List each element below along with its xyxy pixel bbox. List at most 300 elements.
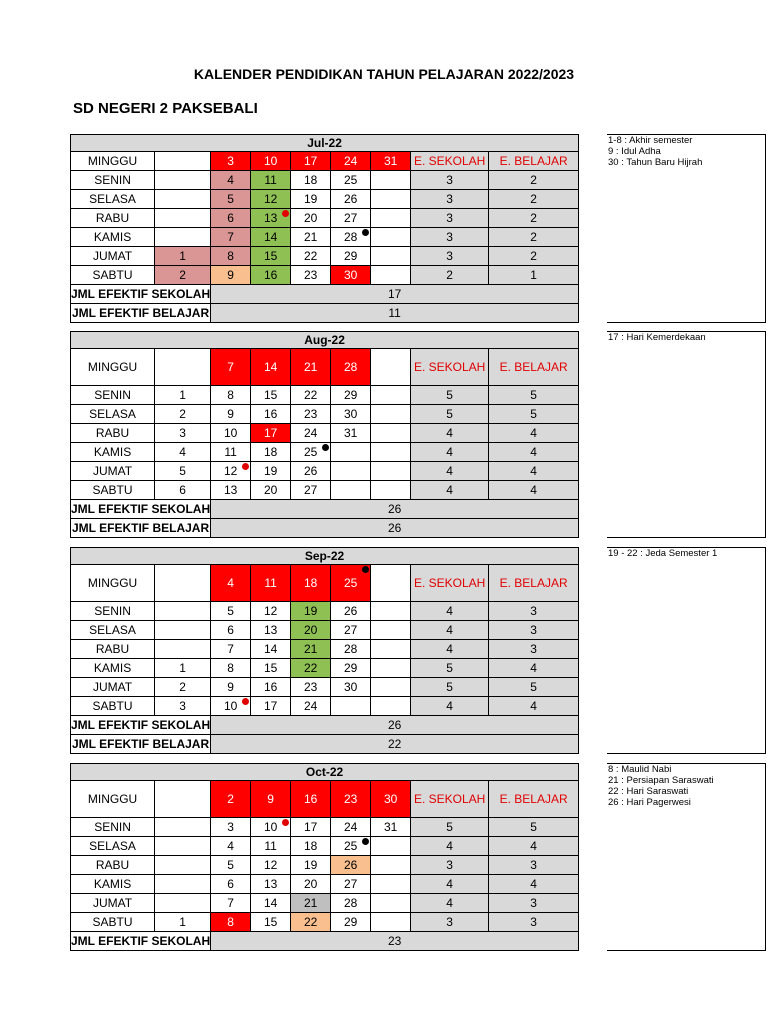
e-belajar-value-text: 5	[530, 820, 537, 834]
date-cell-text: 21	[303, 896, 318, 910]
jml-efektif-sekolah-value	[211, 932, 579, 951]
note-item: 9 : Idul Adha	[608, 146, 661, 157]
date-cell	[371, 386, 411, 405]
date-cell	[371, 462, 411, 481]
week-label	[71, 781, 155, 818]
e-sekolah-value-text: 5	[446, 388, 453, 402]
date-cell	[331, 386, 371, 405]
sunday-cell	[291, 781, 331, 818]
note-item: 8 : Maulid Nabi	[608, 764, 672, 775]
date-cell-text: 2	[179, 680, 186, 694]
jml-efektif-sekolah-value	[211, 500, 579, 519]
date-cell-text: 25	[343, 839, 358, 853]
date-cell	[331, 171, 371, 190]
jml-efektif-sekolah-value-text: 17	[387, 287, 402, 301]
day-label-text: SENIN	[94, 388, 131, 402]
date-cell	[371, 209, 411, 228]
week-label-text: MINGGU	[87, 792, 138, 806]
sunday-cell-text: 28	[343, 360, 358, 374]
sunday-cell	[211, 565, 251, 602]
date-cell	[251, 209, 291, 228]
e-belajar-value	[489, 247, 579, 266]
date-cell	[251, 894, 291, 913]
jml-efektif-sekolah-label-text: JML EFEKTIF SEKOLAH	[71, 934, 211, 948]
month-table	[70, 331, 579, 538]
date-cell	[331, 266, 371, 285]
date-cell	[211, 697, 251, 716]
date-cell-text: 1	[179, 661, 186, 675]
date-cell-text: 1	[179, 915, 186, 929]
date-cell	[371, 697, 411, 716]
date-cell	[251, 640, 291, 659]
sunday-cell	[251, 349, 291, 386]
red-dot-icon	[242, 463, 249, 470]
date-cell	[291, 462, 331, 481]
note-item: 26 : Hari Pagerwesi	[608, 797, 691, 808]
e-belajar-header-text: E. BELAJAR	[499, 792, 568, 806]
note-item: 21 : Persiapan Saraswati	[608, 775, 714, 786]
date-cell-text: 23	[303, 407, 318, 421]
date-cell	[371, 247, 411, 266]
jml-efektif-sekolah-label	[71, 932, 211, 951]
date-cell-text: 30	[343, 680, 358, 694]
date-cell-text: 21	[303, 230, 318, 244]
e-sekolah-value-text: 5	[446, 407, 453, 421]
e-belajar-value	[489, 228, 579, 247]
date-cell	[371, 190, 411, 209]
e-sekolah-value	[411, 913, 489, 932]
black-dot-icon	[362, 229, 369, 236]
date-cell	[371, 621, 411, 640]
jml-efektif-sekolah-label	[71, 716, 211, 735]
date-cell	[291, 856, 331, 875]
day-label	[71, 894, 155, 913]
date-cell	[211, 462, 251, 481]
date-cell	[251, 818, 291, 837]
date-cell-text: 22	[303, 915, 318, 929]
e-sekolah-value-text: 3	[446, 858, 453, 872]
e-sekolah-value-text: 3	[446, 915, 453, 929]
sunday-cell-text: 23	[343, 792, 358, 806]
e-belajar-value-text: 2	[530, 211, 537, 225]
date-cell	[331, 462, 371, 481]
sunday-cell	[371, 349, 411, 386]
week-label	[71, 152, 155, 171]
red-dot-icon	[282, 819, 289, 826]
month-notes	[607, 331, 766, 538]
week-label	[71, 565, 155, 602]
month-notes	[607, 763, 766, 951]
e-belajar-header-text: E. BELAJAR	[499, 576, 568, 590]
sunday-cell	[211, 152, 251, 171]
date-cell	[251, 266, 291, 285]
date-cell	[211, 266, 251, 285]
date-cell	[155, 228, 211, 247]
e-sekolah-header	[411, 152, 489, 171]
date-cell-text: 27	[343, 623, 358, 637]
date-cell	[155, 171, 211, 190]
date-cell	[251, 228, 291, 247]
day-label	[71, 386, 155, 405]
sunday-cell	[291, 349, 331, 386]
date-cell-text: 27	[343, 211, 358, 225]
date-cell	[211, 640, 251, 659]
date-cell	[211, 171, 251, 190]
e-sekolah-value	[411, 228, 489, 247]
e-belajar-value-text: 5	[530, 407, 537, 421]
date-cell-text: 9	[227, 407, 234, 421]
date-cell	[155, 621, 211, 640]
e-sekolah-value-text: 4	[446, 483, 453, 497]
date-cell	[331, 913, 371, 932]
date-cell-text: 12	[223, 464, 238, 478]
date-cell-text: 3	[179, 426, 186, 440]
e-belajar-value	[489, 621, 579, 640]
e-belajar-value-text: 3	[530, 623, 537, 637]
e-sekolah-header-text: E. SEKOLAH	[413, 792, 486, 806]
day-label-text: RABU	[95, 858, 130, 872]
note-item: 22 : Hari Saraswati	[608, 786, 689, 797]
date-cell-text: 19	[303, 858, 318, 872]
date-cell	[291, 913, 331, 932]
note-item: 19 - 22 : Jeda Semester 1	[608, 548, 718, 559]
day-label	[71, 837, 155, 856]
month-title	[71, 332, 579, 349]
date-cell	[211, 443, 251, 462]
note-item: 17 : Hari Kemerdekaan	[608, 332, 706, 343]
e-sekolah-value	[411, 481, 489, 500]
date-cell-text: 16	[263, 268, 278, 282]
jml-efektif-belajar-label	[71, 735, 211, 754]
e-sekolah-value-text: 4	[446, 426, 453, 440]
week-label-text: MINGGU	[87, 360, 138, 374]
date-cell	[155, 602, 211, 621]
date-cell	[155, 640, 211, 659]
date-cell	[291, 443, 331, 462]
e-sekolah-value-text: 2	[446, 268, 453, 282]
e-sekolah-value	[411, 209, 489, 228]
day-label-text: SENIN	[94, 173, 131, 187]
week-label-text: MINGGU	[87, 154, 138, 168]
date-cell-text: 5	[179, 464, 186, 478]
sunday-cell	[331, 349, 371, 386]
date-cell-text: 13	[223, 483, 238, 497]
date-cell-text: 11	[264, 839, 277, 853]
day-label-text: JUMAT	[92, 249, 133, 263]
note-item: 1-8 : Akhir semester	[608, 135, 693, 146]
e-belajar-value-text: 3	[530, 915, 537, 929]
e-sekolah-value-text: 4	[446, 642, 453, 656]
e-belajar-value	[489, 640, 579, 659]
date-cell	[291, 386, 331, 405]
date-cell-text: 28	[343, 230, 358, 244]
table-row	[71, 602, 579, 621]
date-cell-text: 23	[303, 680, 318, 694]
table-row	[71, 640, 579, 659]
date-cell	[155, 481, 211, 500]
date-cell	[331, 640, 371, 659]
date-cell	[291, 405, 331, 424]
e-belajar-value	[489, 462, 579, 481]
day-label-text: KAMIS	[93, 877, 132, 891]
day-label-text: SELASA	[89, 407, 136, 421]
e-belajar-value	[489, 697, 579, 716]
table-row	[71, 659, 579, 678]
date-cell	[211, 875, 251, 894]
date-cell	[251, 443, 291, 462]
month-title	[71, 548, 579, 565]
e-belajar-value	[489, 209, 579, 228]
jml-efektif-sekolah-value	[211, 716, 579, 735]
table-row	[71, 875, 579, 894]
e-sekolah-value-text: 4	[446, 877, 453, 891]
sunday-cell-text: 10	[263, 154, 278, 168]
black-dot-icon	[362, 838, 369, 845]
day-label	[71, 405, 155, 424]
table-row	[71, 386, 579, 405]
date-cell	[331, 856, 371, 875]
day-label-text: JUMAT	[92, 896, 133, 910]
date-cell	[155, 462, 211, 481]
table-row	[71, 443, 579, 462]
e-sekolah-header	[411, 781, 489, 818]
date-cell-text: 19	[303, 192, 318, 206]
e-belajar-value-text: 2	[530, 230, 537, 244]
e-sekolah-value-text: 4	[446, 839, 453, 853]
date-cell	[331, 247, 371, 266]
sunday-cell-text: 11	[264, 576, 277, 590]
date-cell	[155, 405, 211, 424]
date-cell	[251, 678, 291, 697]
date-cell-text: 3	[227, 820, 234, 834]
date-cell-text: 31	[343, 426, 358, 440]
date-cell	[211, 228, 251, 247]
table-row	[71, 190, 579, 209]
date-cell-text: 10	[223, 426, 238, 440]
date-cell	[251, 659, 291, 678]
e-sekolah-value	[411, 462, 489, 481]
date-cell	[211, 659, 251, 678]
date-cell	[291, 247, 331, 266]
date-cell-text: 20	[263, 483, 278, 497]
e-belajar-value	[489, 659, 579, 678]
date-cell-text: 29	[343, 388, 358, 402]
date-cell	[371, 837, 411, 856]
date-cell-text: 26	[343, 858, 358, 872]
date-cell-text: 25	[303, 445, 318, 459]
date-cell	[155, 247, 211, 266]
day-label-text: SELASA	[89, 192, 136, 206]
sunday-cell-text: 25	[343, 576, 358, 590]
date-cell-text: 22	[303, 249, 318, 263]
date-cell	[331, 875, 371, 894]
e-belajar-value-text: 4	[530, 464, 537, 478]
date-cell-text: 15	[263, 388, 278, 402]
sunday-cell-text: 17	[303, 154, 318, 168]
jml-efektif-belajar-value	[211, 519, 579, 538]
date-cell-text: 16	[263, 407, 278, 421]
date-cell-text: 27	[303, 483, 318, 497]
table-row	[71, 247, 579, 266]
date-cell	[155, 697, 211, 716]
date-cell	[331, 659, 371, 678]
date-cell-text: 20	[303, 877, 318, 891]
e-sekolah-value-text: 4	[446, 623, 453, 637]
note-item: 30 : Tahun Baru Hijrah	[608, 157, 703, 168]
date-cell	[331, 481, 371, 500]
date-cell	[371, 266, 411, 285]
date-cell-text: 8	[227, 388, 234, 402]
date-cell-text: 23	[303, 268, 318, 282]
date-cell	[331, 837, 371, 856]
jml-efektif-belajar-label-text: JML EFEKTIF BELAJAR	[72, 737, 210, 751]
date-cell	[211, 894, 251, 913]
date-cell	[371, 405, 411, 424]
month-table	[70, 763, 579, 951]
table-row	[71, 837, 579, 856]
date-cell	[331, 697, 371, 716]
sunday-cell	[371, 565, 411, 602]
e-belajar-value	[489, 818, 579, 837]
date-cell	[371, 481, 411, 500]
e-belajar-value	[489, 481, 579, 500]
e-sekolah-value	[411, 678, 489, 697]
date-cell	[331, 190, 371, 209]
date-cell-text: 22	[303, 661, 318, 675]
date-cell	[291, 209, 331, 228]
school-name: SD NEGERI 2 PAKSEBALI	[73, 100, 258, 117]
date-cell	[371, 602, 411, 621]
e-sekolah-value-text: 3	[446, 192, 453, 206]
sunday-cell	[155, 349, 211, 386]
day-label-text: KAMIS	[93, 445, 132, 459]
date-cell	[155, 424, 211, 443]
month-title-text: Jul-22	[307, 136, 342, 150]
date-cell	[331, 894, 371, 913]
date-cell	[291, 894, 331, 913]
date-cell-text: 4	[227, 173, 234, 187]
e-sekolah-value	[411, 405, 489, 424]
date-cell-text: 19	[303, 604, 318, 618]
jml-efektif-sekolah-label-text: JML EFEKTIF SEKOLAH	[71, 718, 211, 732]
e-belajar-value-text: 5	[530, 680, 537, 694]
e-sekolah-value	[411, 640, 489, 659]
e-sekolah-value-text: 3	[446, 230, 453, 244]
sunday-cell-text: 24	[343, 154, 358, 168]
date-cell-text: 9	[227, 268, 234, 282]
date-cell	[211, 481, 251, 500]
day-label	[71, 190, 155, 209]
date-cell-text: 24	[303, 426, 318, 440]
e-sekolah-header-text: E. SEKOLAH	[413, 154, 486, 168]
date-cell	[251, 405, 291, 424]
e-sekolah-value	[411, 266, 489, 285]
e-belajar-value	[489, 266, 579, 285]
sunday-cell	[155, 152, 211, 171]
date-cell	[331, 602, 371, 621]
e-belajar-value-text: 4	[530, 839, 537, 853]
sunday-cell-text: 3	[227, 154, 234, 168]
date-cell	[331, 424, 371, 443]
sunday-cell-text: 9	[267, 792, 274, 806]
date-cell	[371, 894, 411, 913]
sunday-cell	[211, 781, 251, 818]
date-cell-text: 4	[227, 839, 234, 853]
date-cell-text: 24	[343, 820, 358, 834]
day-label-text: SABTU	[92, 483, 133, 497]
table-row	[71, 913, 579, 932]
table-row	[71, 405, 579, 424]
e-sekolah-value-text: 3	[446, 211, 453, 225]
date-cell	[331, 621, 371, 640]
sunday-cell	[155, 565, 211, 602]
e-sekolah-value-text: 4	[446, 699, 453, 713]
e-sekolah-header	[411, 565, 489, 602]
table-row	[71, 266, 579, 285]
date-cell	[211, 602, 251, 621]
date-cell	[251, 190, 291, 209]
page-title: KALENDER PENDIDIKAN TAHUN PELAJARAN 2022/2023	[193, 66, 575, 82]
table-row	[71, 678, 579, 697]
e-belajar-value	[489, 443, 579, 462]
e-belajar-value-text: 3	[530, 896, 537, 910]
day-label	[71, 209, 155, 228]
date-cell	[331, 443, 371, 462]
date-cell-text: 12	[263, 858, 278, 872]
e-sekolah-header-text: E. SEKOLAH	[413, 576, 486, 590]
date-cell	[291, 621, 331, 640]
month-notes	[607, 547, 766, 754]
sunday-cell	[331, 781, 371, 818]
e-belajar-value	[489, 602, 579, 621]
e-sekolah-value-text: 4	[446, 896, 453, 910]
month-table	[70, 547, 579, 754]
e-belajar-value	[489, 856, 579, 875]
date-cell-text: 12	[263, 192, 278, 206]
sunday-cell-text: 2	[227, 792, 234, 806]
date-cell	[371, 875, 411, 894]
date-cell-text: 5	[227, 604, 234, 618]
date-cell	[371, 856, 411, 875]
date-cell-text: 24	[303, 699, 318, 713]
day-label	[71, 640, 155, 659]
day-label-text: SELASA	[89, 623, 136, 637]
e-sekolah-value	[411, 875, 489, 894]
date-cell	[371, 443, 411, 462]
e-belajar-value-text: 4	[530, 699, 537, 713]
date-cell-text: 28	[343, 642, 358, 656]
e-belajar-value-text: 3	[530, 604, 537, 618]
date-cell-text: 6	[227, 623, 234, 637]
table-row	[71, 424, 579, 443]
date-cell	[251, 875, 291, 894]
day-label-text: JUMAT	[92, 464, 133, 478]
sunday-cell	[251, 152, 291, 171]
day-label	[71, 875, 155, 894]
date-cell-text: 10	[223, 699, 238, 713]
date-cell	[211, 405, 251, 424]
day-label-text: SENIN	[94, 604, 131, 618]
date-cell-text: 12	[263, 604, 278, 618]
date-cell	[291, 190, 331, 209]
date-cell	[155, 386, 211, 405]
jml-efektif-sekolah-value-text: 26	[387, 718, 402, 732]
date-cell	[155, 837, 211, 856]
e-belajar-value-text: 4	[530, 661, 537, 675]
e-sekolah-value-text: 4	[446, 604, 453, 618]
date-cell	[291, 171, 331, 190]
jml-efektif-belajar-label	[71, 519, 211, 538]
